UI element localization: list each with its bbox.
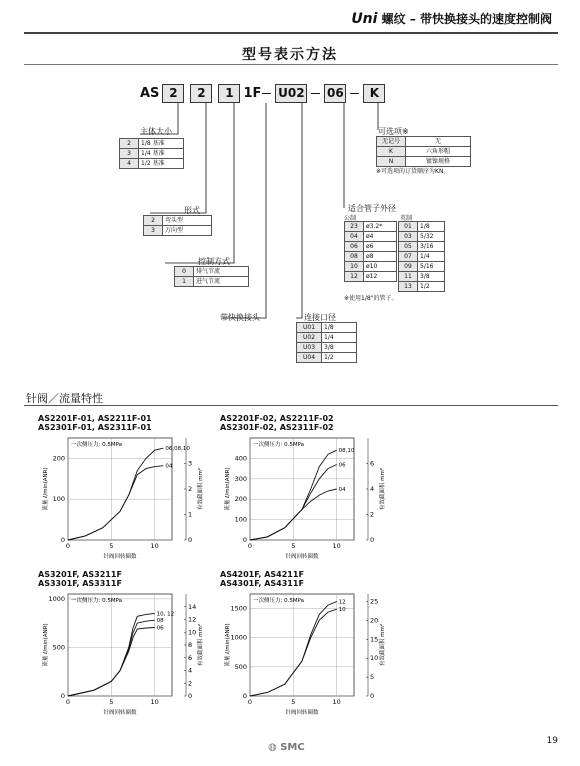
y-tick-label: 200 [52, 454, 65, 463]
flow-chart-3 [38, 590, 210, 718]
table-cell: 01 [399, 222, 418, 232]
series-label: 10 [338, 607, 346, 614]
leader-lines [0, 0, 580, 380]
table-cell: 2 [120, 139, 139, 149]
y2-tick-label: 6 [370, 459, 375, 468]
y2-tick-label: 4 [188, 666, 193, 675]
pressure-label: 一次侧压力: 0.5MPa [253, 598, 305, 604]
series-label: 06 [156, 625, 164, 632]
table-cell: ø4 [364, 232, 397, 242]
table-cell: 1/8 [322, 323, 357, 333]
table-cell: 排气节流 [194, 267, 249, 277]
y-tick-label: 200 [234, 495, 247, 504]
y2-tick-label: 0 [188, 536, 193, 544]
y-tick-label: 1500 [230, 604, 247, 613]
table-cell: 10 [345, 262, 364, 272]
code-box-control: 1 [218, 84, 240, 103]
table-cell: 1 [175, 277, 194, 287]
y2-tick-label: 8 [188, 641, 193, 649]
table-cell: 万向型 [163, 226, 212, 236]
section-rule [24, 405, 558, 406]
tube-metric-label: 公制 [344, 215, 357, 222]
table-row [345, 222, 397, 232]
table-row [345, 252, 397, 262]
table-cell: U02 [297, 333, 322, 343]
table-cell: 1/2 基准 [139, 159, 184, 169]
plot-frame [68, 594, 172, 696]
y-axis-label: 流量 ℓ/min(ANR) [225, 623, 231, 667]
series-label: 12 [338, 599, 346, 606]
series-label: 10, 12 [156, 611, 175, 618]
y2-tick-label: 5 [370, 673, 375, 682]
chart-title-line: AS2201F-02, AS2211F-02 [220, 414, 334, 423]
table-row [175, 267, 249, 277]
table-cell: 1/4 基准 [139, 149, 184, 159]
table-cell: U01 [297, 323, 322, 333]
y-tick-label: 100 [234, 515, 247, 524]
table-cell: ø12 [364, 272, 397, 282]
series-label: 06,08,10 [165, 446, 190, 453]
code-mid: 1F [243, 86, 262, 101]
y2-axis-label: 有效截面积 mm² [198, 623, 204, 667]
table-cell: 04 [345, 232, 364, 242]
table-cell: 1/4 [418, 252, 445, 262]
table-row [399, 252, 445, 262]
tube-note: ※使用1/8"的管子。 [344, 295, 398, 302]
y-axis-label: 流量 ℓ/min(ANR) [43, 623, 49, 667]
table-cell: 1/8 [418, 222, 445, 232]
table-row [399, 222, 445, 232]
y2-tick-label: 6 [188, 653, 193, 662]
code-box-port: U02 [275, 84, 307, 103]
chart-title-2 [220, 414, 334, 432]
series-label: 08 [156, 618, 164, 625]
table-cell: 23 [345, 222, 364, 232]
code-box-form: 2 [190, 84, 212, 103]
series-label: 04 [165, 463, 173, 470]
control-label: 控制方式 [198, 257, 230, 266]
pressure-label: 一次侧压力: 0.5MPa [71, 442, 123, 448]
table-cell: 3/8 [322, 343, 357, 353]
y2-axis-label: 有效截面积 mm² [198, 467, 204, 511]
y2-tick-label: 15 [370, 635, 379, 644]
table-row [345, 262, 397, 272]
y2-tick-label: 25 [370, 597, 379, 606]
table-row [297, 353, 357, 363]
table-cell: 1/4 [322, 333, 357, 343]
y-tick-label: 0 [242, 536, 247, 544]
table-row [120, 159, 184, 169]
y2-axis-label: 有效截面积 mm² [380, 623, 386, 667]
chart-title-line: AS2301F-02, AS2311F-02 [220, 423, 334, 432]
chart-title-line: AS3301F, AS3311F [38, 579, 122, 588]
chart-title-line: AS3201F, AS3211F [38, 570, 122, 579]
port-label: 连接口径 [304, 313, 336, 322]
page-number: 19 [546, 736, 558, 746]
table-row [377, 157, 471, 167]
y-axis-label: 流量 ℓ/min(ANR) [225, 467, 231, 511]
chart-title-1 [38, 414, 152, 432]
pressure-label: 一次侧压力: 0.5MPa [253, 442, 305, 448]
table-cell: 03 [399, 232, 418, 242]
x-tick-label: 0 [65, 542, 71, 550]
table-cell: 11 [399, 272, 418, 282]
chart-title-line: AS2201F-01, AS2211F-01 [38, 414, 152, 423]
series-line [68, 448, 163, 540]
x-axis-label: 针阀回转圈数 [285, 710, 319, 716]
table-row [345, 272, 397, 282]
table-cell: 3 [144, 226, 163, 236]
tube-metric-table [344, 221, 397, 282]
y-tick-label: 0 [60, 692, 65, 700]
form-table [143, 215, 212, 236]
x-axis-label: 针阀回转圈数 [103, 554, 137, 560]
table-cell: ø10 [364, 262, 397, 272]
plot-frame [68, 438, 172, 540]
table-cell: 5/32 [418, 232, 445, 242]
table-row [377, 147, 471, 157]
table-cell: N [377, 157, 406, 167]
x-axis-label: 针阀回转圈数 [285, 554, 319, 560]
table-row [399, 272, 445, 282]
series-label: 08,10 [338, 448, 355, 455]
y-tick-label: 400 [234, 454, 247, 463]
body-size-table [119, 138, 184, 169]
y2-tick-label: 2 [188, 679, 193, 688]
table-cell: 08 [345, 252, 364, 262]
port-table [296, 322, 357, 363]
table-row [399, 232, 445, 242]
options-table [376, 136, 471, 167]
y2-tick-label: 4 [370, 485, 375, 493]
table-cell: 弯头型 [163, 216, 212, 226]
table-cell: 0 [175, 267, 194, 277]
table-cell: 六角形帽 [406, 147, 471, 157]
y-tick-label: 100 [52, 495, 65, 504]
table-cell: 5/16 [418, 262, 445, 272]
tube-label: 适合管子外径 [348, 204, 396, 213]
table-cell: 1/2 [418, 282, 445, 292]
table-cell: 06 [345, 242, 364, 252]
y2-tick-label: 0 [370, 692, 375, 700]
x-tick-label: 5 [291, 542, 296, 550]
table-row [377, 137, 471, 147]
y2-tick-label: 14 [188, 602, 197, 611]
y2-tick-label: 20 [370, 616, 379, 625]
x-tick-label: 10 [332, 542, 341, 550]
table-row [297, 343, 357, 353]
table-cell: 无记号 [377, 137, 406, 147]
y2-axis-label: 有效截面积 mm² [380, 467, 386, 511]
table-row [399, 242, 445, 252]
table-cell: K [377, 147, 406, 157]
form-label: 形式 [184, 206, 200, 215]
table-cell: 09 [399, 262, 418, 272]
table-row [399, 282, 445, 292]
table-cell: 3 [120, 149, 139, 159]
table-cell: 镀镍规格 [406, 157, 471, 167]
table-row [144, 216, 212, 226]
logo-text: SMC [280, 742, 305, 753]
control-table [174, 266, 249, 287]
table-row [399, 262, 445, 272]
x-axis-label: 针阀回转圈数 [103, 710, 137, 716]
table-row [345, 232, 397, 242]
code-box-body-size: 2 [162, 84, 184, 103]
pressure-label: 一次侧压力: 0.5MPa [71, 598, 123, 604]
table-cell: 07 [399, 252, 418, 262]
x-tick-label: 5 [109, 542, 114, 550]
table-cell: 05 [399, 242, 418, 252]
table-cell: 进气节流 [194, 277, 249, 287]
table-cell: ø8 [364, 252, 397, 262]
tube-inch-label: 英制 [400, 215, 413, 222]
y2-tick-label: 1 [188, 510, 193, 519]
table-cell: ø6 [364, 242, 397, 252]
chart-title-line: AS4201F, AS4211F [220, 570, 304, 579]
table-row [144, 226, 212, 236]
y-tick-label: 0 [60, 536, 65, 544]
y2-tick-label: 10 [370, 654, 379, 663]
x-tick-label: 0 [65, 698, 71, 706]
y2-tick-label: 3 [188, 459, 193, 468]
brand-text: Uni [351, 11, 378, 27]
table-cell: 1/8 基准 [139, 139, 184, 149]
section-title: 针阀／流量特性 [26, 392, 103, 405]
tube-inch-table [398, 221, 445, 292]
table-row [297, 333, 357, 343]
x-tick-label: 5 [109, 698, 114, 706]
smc-logo [268, 742, 305, 753]
quick-label: 带快换接头 [220, 313, 260, 322]
y2-tick-label: 2 [370, 510, 375, 519]
y-tick-label: 1000 [48, 594, 65, 603]
chart-title-3 [38, 570, 122, 588]
y2-tick-label: 12 [188, 615, 197, 624]
table-row [120, 139, 184, 149]
y-tick-label: 300 [234, 474, 247, 483]
table-cell: 1/2 [322, 353, 357, 363]
table-cell: 4 [120, 159, 139, 169]
table-cell: 3/16 [418, 242, 445, 252]
table-row [297, 323, 357, 333]
code-prefix: AS [140, 86, 160, 101]
flow-chart-2 [220, 434, 392, 562]
table-cell: 无 [406, 137, 471, 147]
chart-title-line: AS4301F, AS4311F [220, 579, 304, 588]
chart-title-4 [220, 570, 304, 588]
series-line [68, 466, 163, 540]
table-cell: 3/8 [418, 272, 445, 282]
code-box-tube: 06 [324, 84, 346, 103]
y2-tick-label: 2 [188, 485, 193, 493]
table-row [120, 149, 184, 159]
flow-chart-1 [38, 434, 210, 562]
header-title: 螺纹 – 带快换接头的速度控制阀 [381, 12, 552, 26]
x-tick-label: 5 [291, 698, 296, 706]
y-tick-label: 500 [52, 643, 65, 652]
code-box-option: K [363, 84, 385, 103]
x-tick-label: 10 [150, 698, 159, 706]
body-size-label: 主体大小 [140, 127, 172, 136]
series-label: 04 [338, 487, 346, 493]
y-tick-label: 500 [234, 662, 247, 671]
options-note: ※可选项的订货顺序为KN。 [376, 168, 450, 175]
table-cell: 13 [399, 282, 418, 292]
table-cell: 2 [144, 216, 163, 226]
x-tick-label: 10 [332, 698, 341, 706]
table-cell: U04 [297, 353, 322, 363]
x-tick-label: 10 [150, 542, 159, 550]
y-axis-label: 流量 ℓ/min(ANR) [43, 467, 49, 511]
y2-tick-label: 0 [188, 692, 193, 700]
flow-chart-4 [220, 590, 392, 718]
x-tick-label: 0 [247, 542, 253, 550]
table-cell: 12 [345, 272, 364, 282]
table-row [175, 277, 249, 287]
y2-tick-label: 0 [370, 536, 375, 544]
options-label: 可选项※ [378, 127, 409, 136]
y-tick-label: 1000 [230, 633, 247, 642]
page-title: 型号表示方法 [242, 47, 338, 63]
table-row [345, 242, 397, 252]
table-cell: U03 [297, 343, 322, 353]
logo-icon: ◍ [268, 742, 277, 753]
y2-tick-label: 10 [188, 628, 197, 637]
chart-title-line: AS2301F-01, AS2311F-01 [38, 423, 152, 432]
x-tick-label: 0 [247, 698, 253, 706]
series-label: 06 [338, 462, 346, 469]
table-cell: ø3.2* [364, 222, 397, 232]
y-tick-label: 0 [242, 692, 247, 700]
